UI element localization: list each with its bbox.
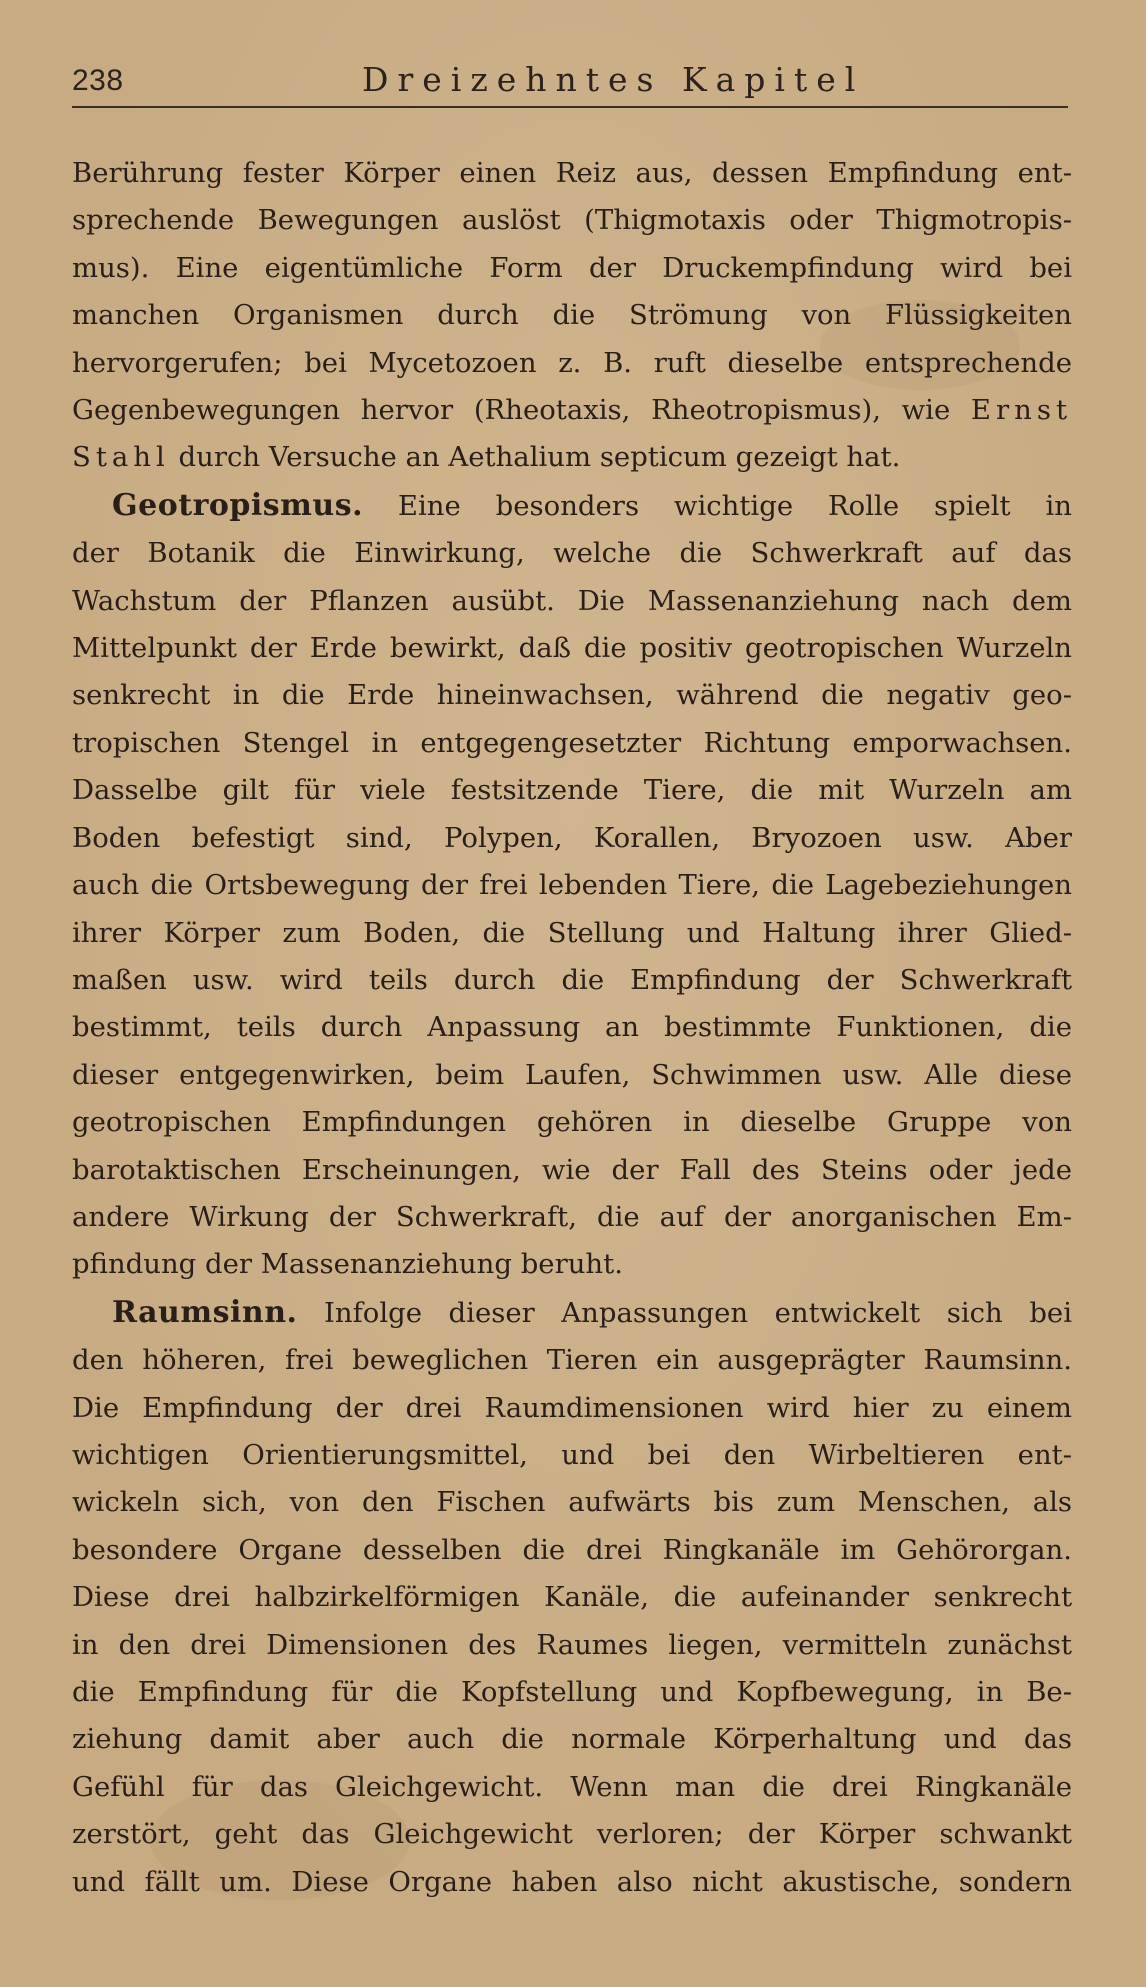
body-text bbox=[72, 150, 1072, 1906]
text-fragment: durch Versuche an Aethalium septicum gezeigt hat. bbox=[169, 441, 901, 474]
text-line: tropischen Stengel in entgegengesetzter Richtung emporwachsen. bbox=[72, 726, 1072, 759]
text-line: mus). Eine eigentümliche Form der Druckempfindung wird bei bbox=[72, 251, 1072, 284]
text-line: hervorgerufen; bei Mycetozoen z. B. ruft dieselbe entsprechende bbox=[72, 346, 1072, 379]
text-line: und fällt um. Diese Organe haben also nicht akustische, sondern bbox=[72, 1865, 1072, 1898]
section-heading-geotropism: Geotropismus. bbox=[112, 487, 364, 523]
text-line: senkrecht in die Erde hineinwachsen, während die negativ geo- bbox=[72, 679, 1072, 712]
text-line: Die Empfindung der drei Raumdimensionen wird hier zu einem bbox=[72, 1391, 1072, 1424]
text-line: sprechende Bewegungen auslöst (Thigmotaxis oder Thigmotropis- bbox=[72, 204, 1072, 237]
text-line: Diese drei halbzirkelförmigen Kanäle, die aufeinander senkrecht bbox=[72, 1581, 1072, 1614]
text-fragment: Gegenbewegungen hervor (Rheotaxis, Rheotropismus), wie bbox=[72, 394, 951, 427]
page-header bbox=[72, 58, 1068, 106]
text-line: in den drei Dimensionen des Raumes liegen, vermitteln zunächst bbox=[72, 1628, 1072, 1661]
text-fragment: Eine besonders wichtige Rolle spielt in bbox=[363, 489, 1072, 522]
text-line: bestimmt, teils durch Anpassung an bestimmte Funktionen, die bbox=[72, 1011, 1072, 1044]
section-heading-spatial-sense: Raumsinn. bbox=[112, 1294, 298, 1330]
running-head: Dreizehntes Kapitel bbox=[362, 60, 865, 99]
text-line bbox=[72, 434, 1072, 481]
author-name: Ernst bbox=[970, 394, 1073, 427]
text-line: wickeln sich, von den Fischen aufwärts bis zum Menschen, als bbox=[72, 1486, 1072, 1519]
text-line: Gefühl für das Gleichgewicht. Wenn man die drei Ringkanäle bbox=[72, 1770, 1072, 1803]
text-fragment: Infolge dieser Anpassungen entwickelt sich bei bbox=[297, 1296, 1072, 1329]
text-line: ziehung damit aber auch die normale Körperhaltung und das bbox=[72, 1723, 1072, 1756]
page-number: 238 bbox=[72, 64, 124, 97]
text-line: Boden befestigt sind, Polypen, Korallen, Bryozoen usw. Aber bbox=[72, 821, 1072, 854]
text-line: Dasselbe gilt für viele festsitzende Tiere, die mit Wurzeln am bbox=[72, 774, 1072, 807]
text-line: geotropischen Empfindungen gehören in dieselbe Gruppe von bbox=[72, 1106, 1072, 1139]
header-rule bbox=[72, 106, 1068, 108]
text-line: Berührung fester Körper einen Reiz aus, dessen Empfindung ent- bbox=[72, 157, 1072, 189]
text-line: dieser entgegenwirken, beim Laufen, Schwimmen usw. Alle diese bbox=[72, 1058, 1072, 1091]
text-line: andere Wirkung der Schwerkraft, die auf der anorganischen Em- bbox=[72, 1200, 1072, 1233]
text-line: wichtigen Orientierungsmittel, und bei den Wirbeltieren ent- bbox=[72, 1438, 1072, 1471]
text-line: Wachstum der Pflanzen ausübt. Die Massenanziehung nach dem bbox=[72, 584, 1072, 617]
paragraph-spatial-sense bbox=[72, 1289, 1072, 1906]
author-surname: Stahl bbox=[72, 441, 170, 474]
text-line: Mittelpunkt der Erde bewirkt, daß die positiv geotropischen Wurzeln bbox=[72, 632, 1072, 665]
text-line: maßen usw. wird teils durch die Empfindung der Schwerkraft bbox=[72, 963, 1072, 996]
paragraph-geotropism bbox=[72, 482, 1072, 1289]
paragraph-touch bbox=[72, 150, 1072, 482]
text-line: besondere Organe desselben die drei Ringkanäle im Gehörorgan. bbox=[72, 1533, 1072, 1566]
text-line: der Botanik die Einwirkung, welche die Schwerkraft auf das bbox=[72, 537, 1072, 570]
text-line bbox=[72, 1289, 1072, 1337]
text-line: zerstört, geht das Gleichgewicht verloren; der Körper schwankt bbox=[72, 1818, 1072, 1851]
text-line: die Empfindung für die Kopfstellung und Kopfbewegung, in Be- bbox=[72, 1676, 1072, 1708]
text-line: pfindung der Massenanziehung beruht. bbox=[72, 1248, 623, 1281]
text-line: ihrer Körper zum Boden, die Stellung und Haltung ihrer Glied- bbox=[72, 916, 1072, 949]
text-line: manchen Organismen durch die Strömung von Flüssigkeiten bbox=[72, 299, 1072, 332]
text-line: barotaktischen Erscheinungen, wie der Fall des Steins oder jede bbox=[72, 1153, 1072, 1186]
text-line bbox=[72, 482, 1072, 530]
text-line: den höheren, frei beweglichen Tieren ein ausgeprägter Raumsinn. bbox=[72, 1344, 1072, 1377]
text-line: auch die Ortsbewegung der frei lebenden Tiere, die Lagebeziehungen bbox=[72, 869, 1072, 902]
text-line bbox=[72, 387, 1072, 434]
